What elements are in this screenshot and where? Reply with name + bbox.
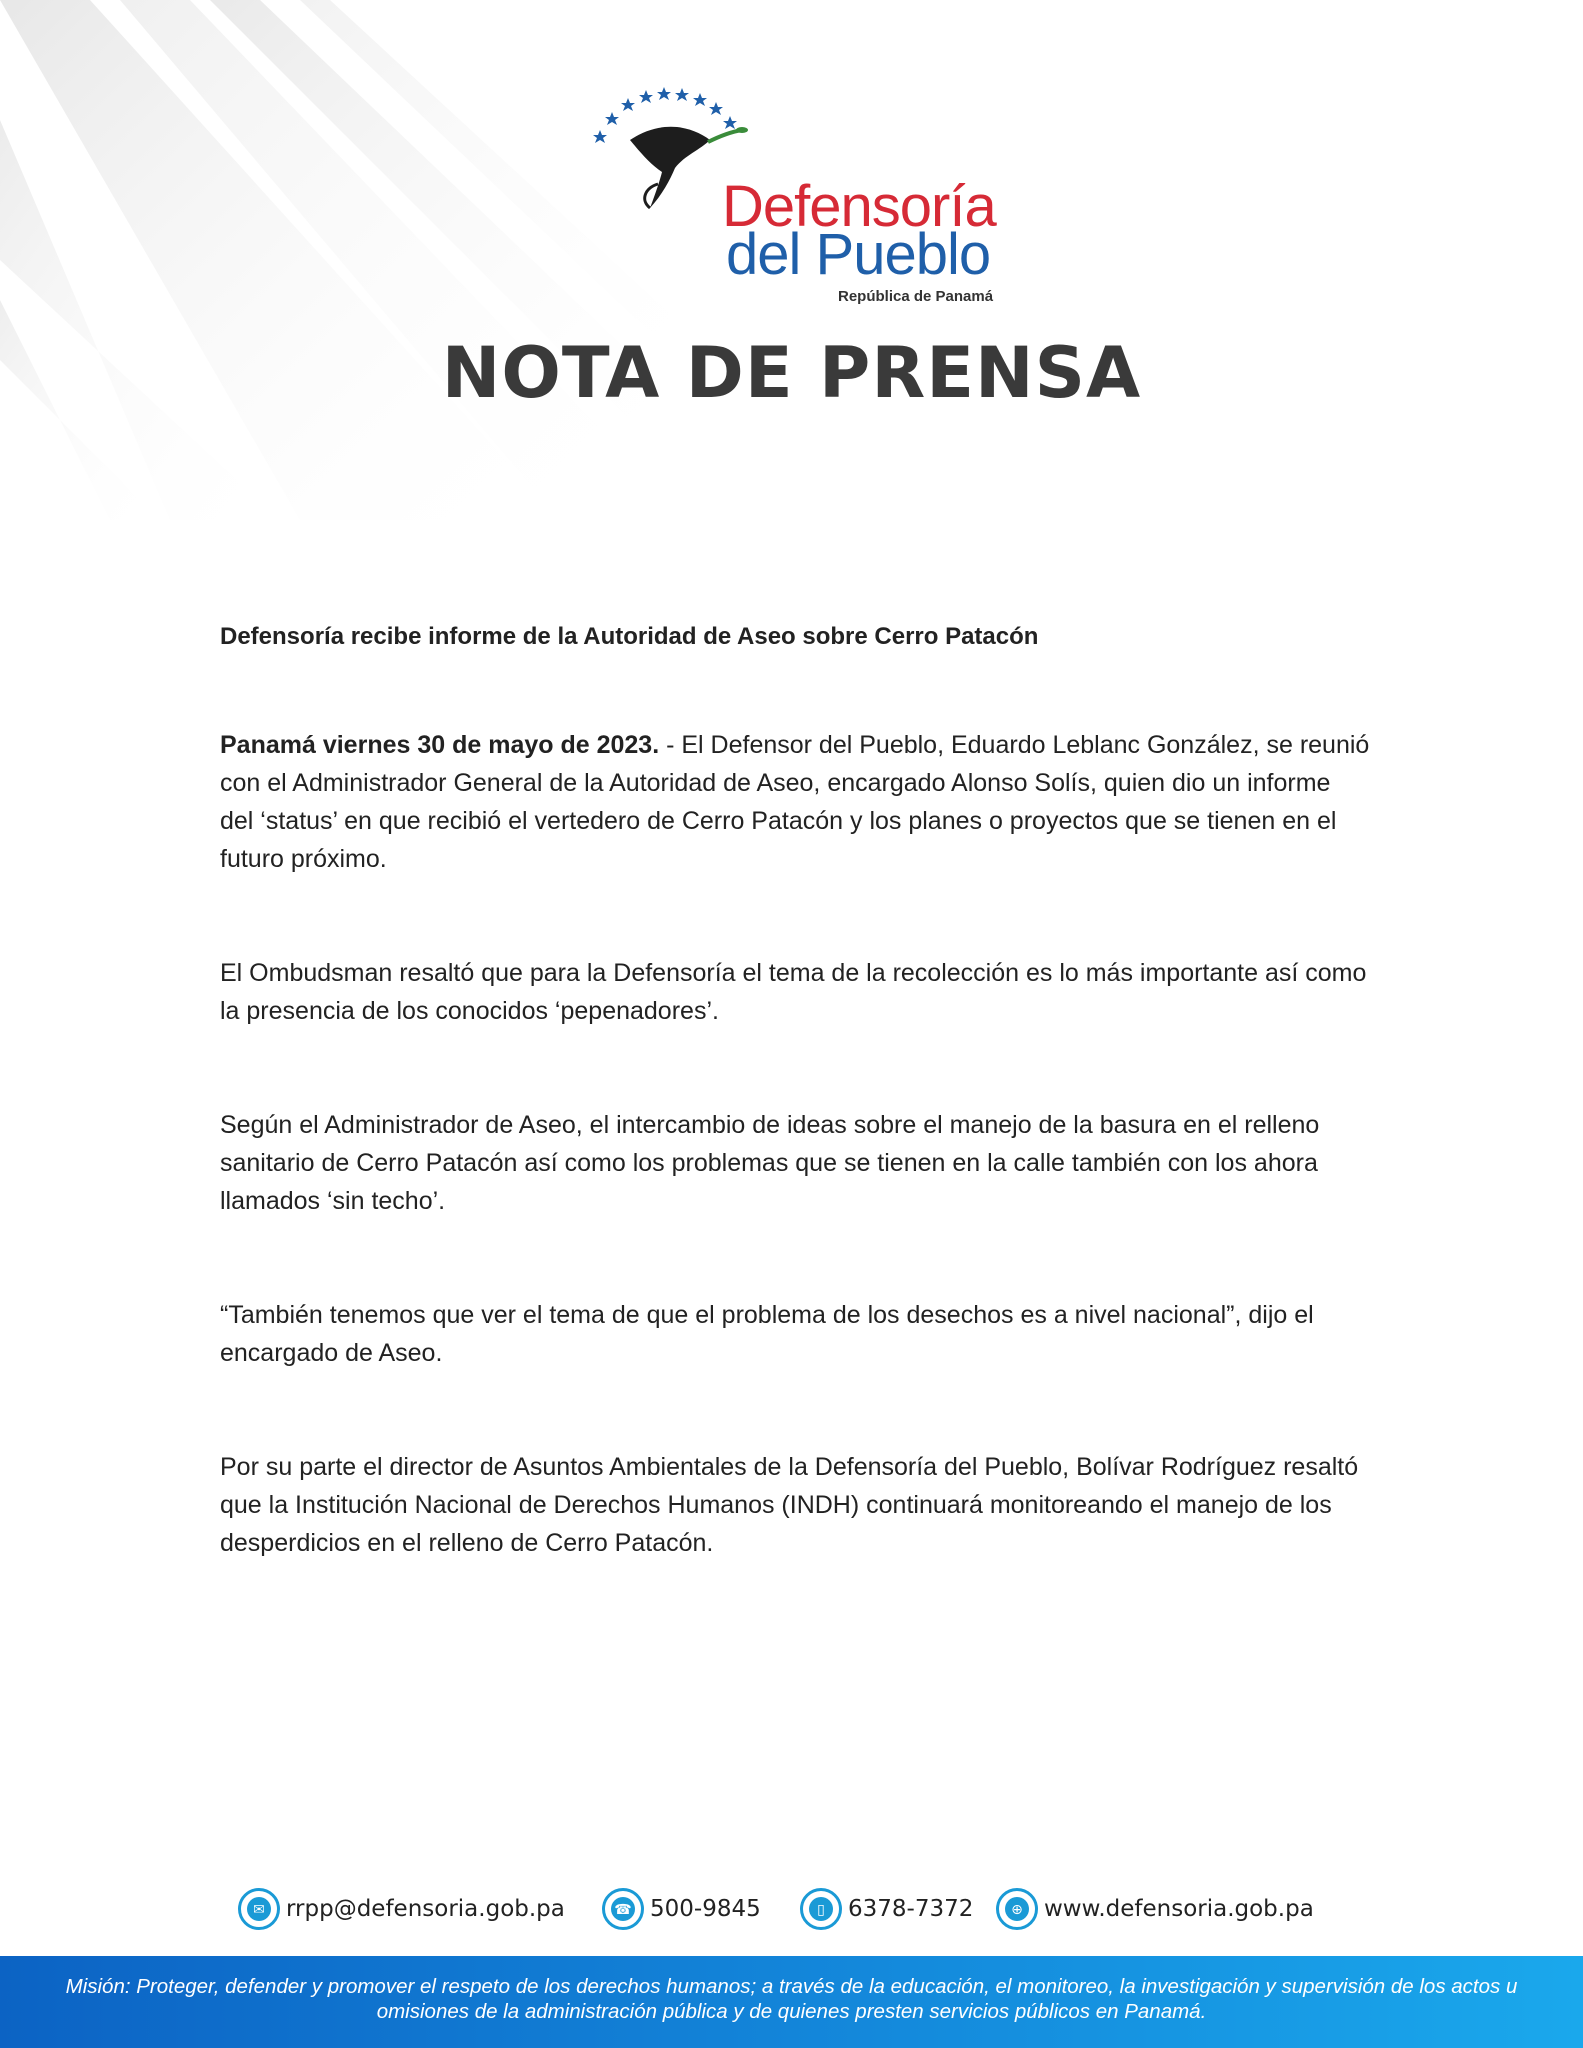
contact-email-text: rrpp@defensoria.gob.pa <box>286 1896 565 1922</box>
paragraph-1-text: - El Defensor del Pueblo, Eduardo Leblanc González, se reunió con el Administrador General de la Autoridad de Aseo, encargado Alonso Solís, quien dio un informe del ‘status’ en que recibió el vertedero de Cerro Patacón y los planes o proyectos que se tienen en el futuro próximo. <box>220 730 1370 873</box>
footer-contacts <box>238 1884 1358 1934</box>
paragraph-5: Por su parte el director de Asuntos Ambientales de la Defensoría del Pueblo, Bolívar Rodríguez resaltó que la Institución Nacional de Derechos Humanos (INDH) continuará monitoreando el manejo de los desperdicios en el relleno de Cerro Patacón. <box>220 1452 1359 1557</box>
logo-text-del-pueblo: del Pueblo <box>726 222 991 287</box>
globe-icon: ⊕ <box>996 1888 1038 1930</box>
contact-web-text: www.defensoria.gob.pa <box>1044 1896 1314 1922</box>
contact-email[interactable] <box>238 1884 565 1934</box>
paragraph-1 <box>220 726 1370 878</box>
paragraph-2: El Ombudsman resaltó que para la Defensoría el tema de la recolección es lo más importante así como la presencia de los conocidos ‘pepenadores’. <box>220 958 1367 1025</box>
contact-phone[interactable] <box>602 1884 761 1934</box>
logo-subtitle: República de Panamá <box>838 288 994 305</box>
page-title: NOTA DE PRENSA <box>441 332 1142 414</box>
paragraph-4: “También tenemos que ver el tema de que el problema de los desechos es a nivel nacional”, dijo el encargado de Aseo. <box>220 1300 1314 1367</box>
contact-web[interactable] <box>996 1884 1314 1934</box>
defensoria-logo <box>590 80 1030 310</box>
mission-banner <box>0 1956 1583 2048</box>
logo-text-defensoria: Defensoría <box>722 174 996 239</box>
email-icon: ✉ <box>238 1888 280 1930</box>
contact-phone-text: 500-9845 <box>650 1896 761 1922</box>
mobile-icon: ▯ <box>800 1888 842 1930</box>
article-headline: Defensoría recibe informe de la Autoridad de Aseo sobre Cerro Patacón <box>220 623 1039 650</box>
article-body <box>220 620 1370 1638</box>
paragraph-3: Según el Administrador de Aseo, el intercambio de ideas sobre el manejo de la basura en el relleno sanitario de Cerro Patacón así como los problemas que se tienen en la calle también con los ahora llamados ‘sin techo’. <box>220 1110 1320 1215</box>
phone-icon: ☎ <box>602 1888 644 1930</box>
dateline: Panamá viernes 30 de mayo de 2023. <box>220 730 660 759</box>
contact-mobile[interactable] <box>800 1884 973 1934</box>
mission-statement: Misión: Proteger, defender y promover el respeto de los derechos humanos; a través de la educación, el monitoreo, la investigación y supervisión de los actos u omisiones de la administración pública y de quienes presten servicios públicos en Panamá. <box>65 1975 1518 2023</box>
contact-mobile-text: 6378-7372 <box>848 1896 974 1922</box>
